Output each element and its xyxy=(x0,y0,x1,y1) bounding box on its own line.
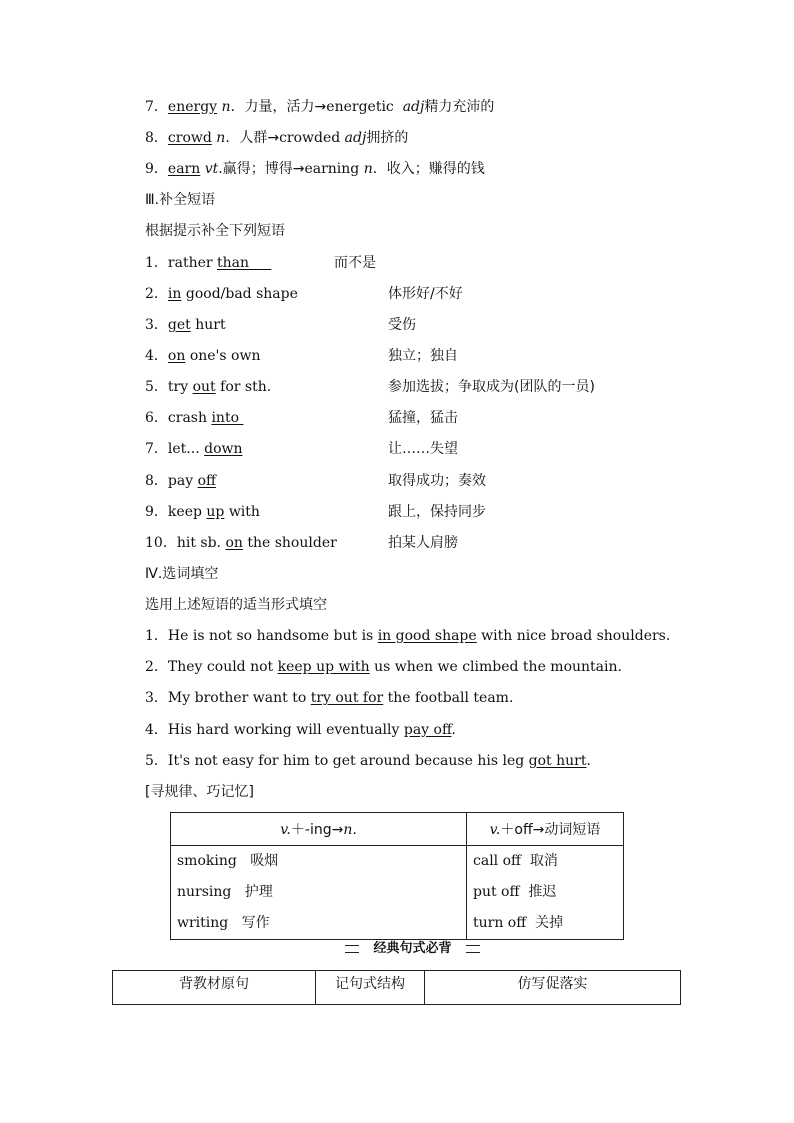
phrase-item xyxy=(145,439,243,459)
fill-item xyxy=(145,657,622,677)
table-header: v.＋off→动词短语 xyxy=(467,813,624,846)
phrase-meaning: 参加选拔；争取成为(团队的一员) xyxy=(388,379,595,395)
section-4-title: Ⅳ.选词填空 xyxy=(145,566,219,582)
table-header: 记句式结构 xyxy=(316,971,425,1005)
fill-item xyxy=(145,751,591,771)
list-item: put off 推迟 xyxy=(473,884,557,900)
list-item: nursing 护理 xyxy=(177,884,273,900)
derived-pos: n xyxy=(363,161,373,177)
vocab-word: earn xyxy=(167,161,201,177)
phrase-answer: on xyxy=(225,535,243,551)
phrase-answer: into xyxy=(211,410,240,426)
derived-word: earning xyxy=(304,161,360,177)
derived-pos: adj xyxy=(344,130,367,146)
phrase-answer: out xyxy=(192,379,216,395)
item-number: 3． xyxy=(145,690,168,706)
phrase-item xyxy=(145,502,260,522)
sentence-suffix: . xyxy=(586,753,591,769)
phrase-meaning: 体形好/不好 xyxy=(388,286,463,302)
vocab-meaning: ．力量，活力→ xyxy=(230,99,327,115)
phrase-meaning: 独立；独自 xyxy=(388,348,458,364)
phrase-suffix: for sth. xyxy=(215,379,272,395)
item-number: 1． xyxy=(145,255,168,271)
sentence-suffix: us when we climbed the mountain. xyxy=(369,659,622,675)
phrase-suffix: one's own xyxy=(185,348,261,364)
phrase-answer: than xyxy=(217,255,250,271)
phrase-item xyxy=(145,408,243,428)
phrase-meaning: 取得成功；奏效 xyxy=(388,473,486,489)
item-number: 4． xyxy=(145,348,168,364)
phrase-answer: up xyxy=(206,504,225,520)
phrase-answer: get xyxy=(167,317,191,333)
vocab-item-7 xyxy=(145,97,494,117)
item-number: 9． xyxy=(145,504,168,520)
item-number: 8． xyxy=(145,473,168,489)
list-item: call off 取消 xyxy=(473,853,558,869)
sentence-prefix: He is not so handsome but is xyxy=(167,628,378,644)
phrase-item xyxy=(145,533,337,553)
phrase-answer: in xyxy=(167,286,182,302)
phrase-answer: down xyxy=(204,441,243,457)
sentence-prefix: They could not xyxy=(167,659,278,675)
section-banner: 经典句式必背 xyxy=(345,940,480,958)
sentence-prefix: My brother want to xyxy=(167,690,311,706)
sentence-suffix: the football team. xyxy=(383,690,514,706)
item-number: 8． xyxy=(145,130,168,146)
vocab-item-8 xyxy=(145,128,408,148)
phrase-meaning: 让……失望 xyxy=(388,441,458,457)
fill-answer: pay off xyxy=(403,722,452,738)
item-number: 6． xyxy=(145,410,168,426)
derived-pos: adj xyxy=(402,99,425,115)
list-item: turn off 关掉 xyxy=(473,915,564,931)
phrase-item xyxy=(145,284,298,304)
item-number: 2． xyxy=(145,659,168,675)
section-3-instruction: 根据提示补全下列短语 xyxy=(145,223,285,239)
vocab-word: energy xyxy=(167,99,218,115)
phrase-prefix: pay xyxy=(167,473,198,489)
phrase-meaning: 而不是 xyxy=(334,255,376,271)
item-number: 1． xyxy=(145,628,168,644)
fill-answer: try out for xyxy=(310,690,384,706)
vocab-item-9 xyxy=(145,159,485,179)
derived-word: energetic xyxy=(326,99,394,115)
vocab-meaning: ．人群→ xyxy=(225,130,280,146)
table-header: 背教材原句 xyxy=(113,971,316,1005)
table-header: v.＋-ing→n. xyxy=(171,813,467,846)
part-of-speech: n xyxy=(216,130,226,146)
item-number: 7． xyxy=(145,99,168,115)
part-of-speech: n xyxy=(221,99,231,115)
sentence-pattern-table xyxy=(112,970,681,1005)
phrase-answer: off xyxy=(197,473,216,489)
vocab-word: crowd xyxy=(167,130,212,146)
section-3-title: Ⅲ.补全短语 xyxy=(145,192,216,208)
phrase-item xyxy=(145,377,271,397)
derived-meaning: 拥挤的 xyxy=(366,130,409,146)
phrase-item xyxy=(145,253,271,273)
fill-item xyxy=(145,720,456,740)
list-item: writing 写作 xyxy=(177,915,270,931)
phrase-meaning: 受伤 xyxy=(388,317,416,333)
table-cell xyxy=(171,846,467,940)
item-number: 10． xyxy=(145,535,177,551)
phrase-suffix: the shoulder xyxy=(242,535,337,551)
derived-word: crowded xyxy=(279,130,341,146)
sentence-prefix: It's not easy for him to get around because his leg xyxy=(167,753,529,769)
phrase-prefix: keep xyxy=(167,504,207,520)
fill-answer: got hurt xyxy=(528,753,587,769)
phrase-meaning: 拍某人肩膀 xyxy=(388,535,458,551)
phrase-meaning: 猛撞，猛击 xyxy=(388,410,458,426)
phrase-prefix: try xyxy=(167,379,193,395)
phrase-item xyxy=(145,346,260,366)
fill-item xyxy=(145,688,513,708)
part-of-speech: vt xyxy=(204,161,219,177)
list-item: smoking 吸烟 xyxy=(177,853,279,869)
table-cell xyxy=(467,846,624,940)
phrase-prefix: crash xyxy=(167,410,212,426)
phrase-item xyxy=(145,471,216,491)
fill-answer: in good shape xyxy=(377,628,477,644)
phrase-item xyxy=(145,315,226,335)
word-formation-table xyxy=(170,812,624,940)
sentence-suffix: with nice broad shoulders. xyxy=(476,628,671,644)
vocab-meaning: .赢得；博得→ xyxy=(218,161,305,177)
table-header: 仿写促落实 xyxy=(425,971,681,1005)
phrase-prefix: let... xyxy=(167,441,205,457)
item-number: 9． xyxy=(145,161,168,177)
item-number: 5． xyxy=(145,379,168,395)
item-number: 3． xyxy=(145,317,168,333)
phrase-answer: on xyxy=(167,348,186,364)
phrase-suffix: good/bad shape xyxy=(181,286,298,302)
memory-title: [寻规律、巧记忆] xyxy=(145,784,254,800)
phrase-prefix: rather xyxy=(167,255,218,271)
item-number: 7． xyxy=(145,441,168,457)
phrase-suffix: hurt xyxy=(190,317,226,333)
item-number: 5． xyxy=(145,753,168,769)
derived-meaning: ．收入；赚得的钱 xyxy=(372,161,485,177)
sentence-suffix: . xyxy=(451,722,456,738)
derived-meaning: 精力充沛的 xyxy=(424,99,495,115)
phrase-meaning: 跟上，保持同步 xyxy=(388,504,486,520)
sentence-prefix: His hard working will eventually xyxy=(167,722,404,738)
phrase-suffix: with xyxy=(224,504,260,520)
phrase-prefix: hit sb. xyxy=(176,535,226,551)
section-4-instruction: 选用上述短语的适当形式填空 xyxy=(145,597,327,613)
fill-item xyxy=(145,626,670,646)
item-number: 2． xyxy=(145,286,168,302)
item-number: 4． xyxy=(145,722,168,738)
fill-answer: keep up with xyxy=(277,659,370,675)
